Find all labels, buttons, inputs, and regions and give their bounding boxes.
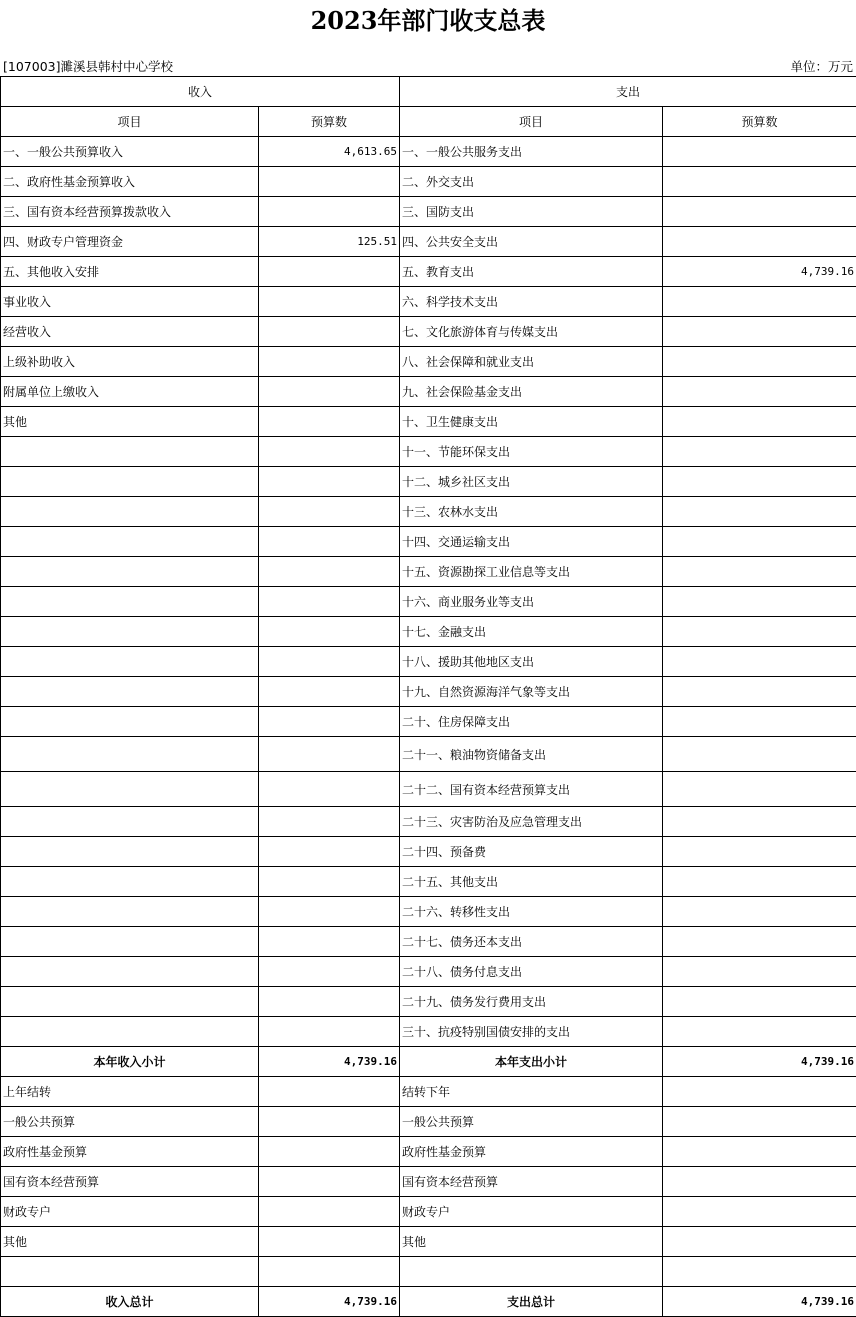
table-row (1, 1107, 856, 1137)
income-value (259, 527, 400, 557)
carry-expense-value (663, 1107, 856, 1137)
income-item: 事业收入 (1, 287, 259, 317)
income-item (1, 707, 259, 737)
expense-item: 二十五、其他支出 (400, 867, 663, 897)
expense-item: 三十、抗疫特别国债安排的支出 (400, 1017, 663, 1047)
carry-expense-value (663, 1227, 856, 1257)
income-value (259, 707, 400, 737)
expense-value (663, 772, 856, 807)
expense-value (663, 987, 856, 1017)
table-row (1, 437, 856, 467)
income-value (259, 837, 400, 867)
table-row (1, 617, 856, 647)
income-item (1, 807, 259, 837)
table-row (1, 1197, 856, 1227)
expense-item: 四、公共安全支出 (400, 227, 663, 257)
carry-income-item: 一般公共预算 (1, 1107, 259, 1137)
income-value (259, 377, 400, 407)
income-total-value: 4,739.16 (259, 1287, 400, 1317)
income-value (259, 587, 400, 617)
expense-item: 二十四、预备费 (400, 837, 663, 867)
income-item (1, 587, 259, 617)
income-value: 4,613.65 (259, 137, 400, 167)
expense-value (663, 587, 856, 617)
income-item (1, 467, 259, 497)
table-row (1, 257, 856, 287)
expense-value (663, 927, 856, 957)
organization-label: [107003]濉溪县韩村中心学校 (3, 59, 173, 75)
expense-value (663, 227, 856, 257)
income-value (259, 807, 400, 837)
expense-item: 二十、住房保障支出 (400, 707, 663, 737)
income-value (259, 437, 400, 467)
carry-income-value (259, 1257, 400, 1287)
carry-expense-value (663, 1167, 856, 1197)
total-row (1, 1287, 856, 1317)
expense-value (663, 197, 856, 227)
carry-income-item: 上年结转 (1, 1077, 259, 1107)
table-row (1, 772, 856, 807)
income-header: 收入 (1, 77, 400, 107)
expense-value (663, 557, 856, 587)
expense-item: 十二、城乡社区支出 (400, 467, 663, 497)
expense-item: 十四、交通运输支出 (400, 527, 663, 557)
table-row (1, 407, 856, 437)
table-row (1, 957, 856, 987)
carry-expense-value (663, 1137, 856, 1167)
income-item: 五、其他收入安排 (1, 257, 259, 287)
income-item (1, 617, 259, 647)
income-value (259, 957, 400, 987)
table-row (1, 647, 856, 677)
expense-item: 十七、金融支出 (400, 617, 663, 647)
expense-value (663, 377, 856, 407)
carry-expense-value (663, 1197, 856, 1227)
income-value (259, 927, 400, 957)
expense-item: 二十八、债务付息支出 (400, 957, 663, 987)
expense-value (663, 497, 856, 527)
income-item (1, 437, 259, 467)
carry-income-item (1, 1257, 259, 1287)
expense-total-value: 4,739.16 (663, 1287, 856, 1317)
table-row (1, 677, 856, 707)
expense-value (663, 317, 856, 347)
income-item (1, 897, 259, 927)
income-budget-header: 预算数 (259, 107, 400, 137)
income-item: 经营收入 (1, 317, 259, 347)
expense-header: 支出 (400, 77, 856, 107)
income-value (259, 197, 400, 227)
expense-value: 4,739.16 (663, 257, 856, 287)
table-row (1, 927, 856, 957)
table-row (1, 1077, 856, 1107)
expense-item: 六、科学技术支出 (400, 287, 663, 317)
income-value (259, 287, 400, 317)
expense-subtotal-label: 本年支出小计 (400, 1047, 663, 1077)
expense-item: 九、社会保险基金支出 (400, 377, 663, 407)
expense-value (663, 737, 856, 772)
income-value (259, 647, 400, 677)
carry-income-value (259, 1137, 400, 1167)
carry-income-item: 政府性基金预算 (1, 1137, 259, 1167)
expense-value (663, 437, 856, 467)
carry-expense-item: 结转下年 (400, 1077, 663, 1107)
income-item: 四、财政专户管理资金 (1, 227, 259, 257)
expense-value (663, 137, 856, 167)
table-row (1, 837, 856, 867)
unit-label: 单位：万元 (790, 59, 853, 75)
income-value (259, 617, 400, 647)
income-item: 其他 (1, 407, 259, 437)
carry-income-value (259, 1107, 400, 1137)
income-item (1, 527, 259, 557)
expense-value (663, 467, 856, 497)
table-row (1, 1257, 856, 1287)
income-value (259, 467, 400, 497)
carry-expense-item (400, 1257, 663, 1287)
expense-value (663, 707, 856, 737)
expense-item: 十五、资源勘探工业信息等支出 (400, 557, 663, 587)
expense-value (663, 677, 856, 707)
expense-value (663, 407, 856, 437)
table-row (1, 467, 856, 497)
expense-item: 二十九、债务发行费用支出 (400, 987, 663, 1017)
table-row (1, 1227, 856, 1257)
income-item: 上级补助收入 (1, 347, 259, 377)
income-total-label: 收入总计 (1, 1287, 259, 1317)
income-item: 三、国有资本经营预算拨款收入 (1, 197, 259, 227)
carry-expense-value (663, 1257, 856, 1287)
expense-item: 二十三、灾害防治及应急管理支出 (400, 807, 663, 837)
income-value (259, 772, 400, 807)
table-row (1, 167, 856, 197)
income-value (259, 497, 400, 527)
carry-income-item: 财政专户 (1, 1197, 259, 1227)
expense-value (663, 957, 856, 987)
subtotal-row (1, 1047, 856, 1077)
income-item (1, 772, 259, 807)
income-item (1, 987, 259, 1017)
expense-value (663, 347, 856, 377)
income-item (1, 677, 259, 707)
income-value (259, 167, 400, 197)
income-item: 附属单位上缴收入 (1, 377, 259, 407)
income-item: 一、一般公共预算收入 (1, 137, 259, 167)
income-value (259, 987, 400, 1017)
table-row (1, 707, 856, 737)
table-row (1, 227, 856, 257)
income-value (259, 677, 400, 707)
expense-item: 三、国防支出 (400, 197, 663, 227)
budget-table (0, 76, 856, 1317)
carry-income-item: 国有资本经营预算 (1, 1167, 259, 1197)
expense-value (663, 167, 856, 197)
expense-item: 七、文化旅游体育与传媒支出 (400, 317, 663, 347)
table-row (1, 867, 856, 897)
income-value (259, 257, 400, 287)
table-row (1, 497, 856, 527)
expense-item: 二、外交支出 (400, 167, 663, 197)
carry-expense-item: 一般公共预算 (400, 1107, 663, 1137)
income-value (259, 347, 400, 377)
expense-value (663, 867, 856, 897)
table-row (1, 737, 856, 772)
expense-value (663, 897, 856, 927)
carry-expense-item: 国有资本经营预算 (400, 1167, 663, 1197)
expense-value (663, 527, 856, 557)
table-row (1, 587, 856, 617)
table-row (1, 197, 856, 227)
income-subtotal-value: 4,739.16 (259, 1047, 400, 1077)
income-value (259, 867, 400, 897)
table-row (1, 1017, 856, 1047)
carry-income-value (259, 1227, 400, 1257)
expense-item: 十八、援助其他地区支出 (400, 647, 663, 677)
expense-item: 十六、商业服务业等支出 (400, 587, 663, 617)
expense-item: 八、社会保障和就业支出 (400, 347, 663, 377)
income-value (259, 407, 400, 437)
income-value (259, 737, 400, 772)
expense-total-label: 支出总计 (400, 1287, 663, 1317)
income-item (1, 557, 259, 587)
table-row (1, 1167, 856, 1197)
expense-value (663, 837, 856, 867)
expense-item: 五、教育支出 (400, 257, 663, 287)
income-item (1, 837, 259, 867)
income-item (1, 1017, 259, 1047)
income-item (1, 867, 259, 897)
expense-item: 二十二、国有资本经营预算支出 (400, 772, 663, 807)
expense-item: 十一、节能环保支出 (400, 437, 663, 467)
income-subtotal-label: 本年收入小计 (1, 1047, 259, 1077)
expense-budget-header: 预算数 (663, 107, 856, 137)
carry-income-value (259, 1167, 400, 1197)
income-item: 二、政府性基金预算收入 (1, 167, 259, 197)
table-row (1, 287, 856, 317)
income-value: 125.51 (259, 227, 400, 257)
income-item (1, 647, 259, 677)
table-row (1, 557, 856, 587)
carry-income-value (259, 1077, 400, 1107)
income-item-header: 项目 (1, 107, 259, 137)
table-row (1, 527, 856, 557)
income-value (259, 897, 400, 927)
expense-value (663, 617, 856, 647)
table-row (1, 347, 856, 377)
income-value (259, 557, 400, 587)
carry-expense-item: 政府性基金预算 (400, 1137, 663, 1167)
expense-value (663, 1017, 856, 1047)
table-row (1, 377, 856, 407)
carry-expense-item: 其他 (400, 1227, 663, 1257)
income-item (1, 927, 259, 957)
table-row (1, 987, 856, 1017)
income-item (1, 957, 259, 987)
expense-item: 二十六、转移性支出 (400, 897, 663, 927)
expense-item: 二十一、粮油物资储备支出 (400, 737, 663, 772)
expense-item: 十三、农林水支出 (400, 497, 663, 527)
carry-expense-value (663, 1077, 856, 1107)
carry-income-value (259, 1197, 400, 1227)
carry-expense-item: 财政专户 (400, 1197, 663, 1227)
expense-item: 十、卫生健康支出 (400, 407, 663, 437)
table-row (1, 137, 856, 167)
table-row (1, 807, 856, 837)
expense-item: 十九、自然资源海洋气象等支出 (400, 677, 663, 707)
income-value (259, 317, 400, 347)
income-item (1, 737, 259, 772)
page-title: 2023年部门收支总表 (0, 6, 856, 36)
expense-item-header: 项目 (400, 107, 663, 137)
table-row (1, 317, 856, 347)
expense-value (663, 647, 856, 677)
expense-subtotal-value: 4,739.16 (663, 1047, 856, 1077)
expense-value (663, 287, 856, 317)
expense-item: 一、一般公共服务支出 (400, 137, 663, 167)
expense-item: 二十七、债务还本支出 (400, 927, 663, 957)
table-row (1, 897, 856, 927)
table-row (1, 1137, 856, 1167)
expense-value (663, 807, 856, 837)
income-item (1, 497, 259, 527)
income-value (259, 1017, 400, 1047)
carry-income-item: 其他 (1, 1227, 259, 1257)
